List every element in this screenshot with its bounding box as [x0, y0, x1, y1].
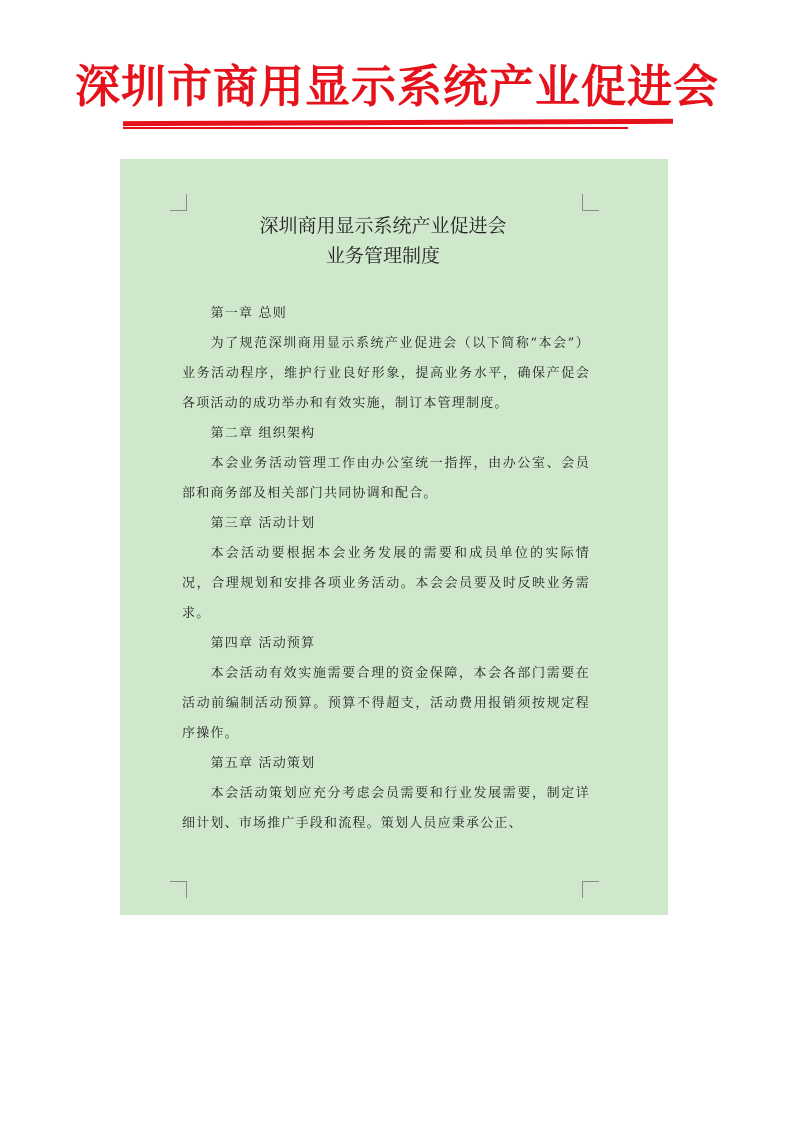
document-body — [182, 299, 590, 839]
paragraph: 本会活动有效实施需要合理的资金保障，本会各部门需要在活动前编制活动预算。预算不得超支，活动费用报销须按规定程序操作。 — [182, 666, 590, 741]
letterhead-rule-thin — [123, 127, 628, 129]
letterhead-rule-thick — [123, 119, 673, 126]
crop-mark-bottom-left — [170, 881, 187, 898]
document-title-line-1: 深圳商用显示系统产业促进会 — [259, 215, 507, 237]
chapter-heading: 第一章 总则 — [210, 306, 287, 321]
document-title — [120, 211, 646, 271]
chapter-heading: 第三章 活动计划 — [210, 516, 316, 531]
paragraph: 为了规范深圳商用显示系统产业促进会（以下简称“本会”）业务活动程序，维护行业良好形象，提高业务水平，确保产促会各项活动的成功举办和有效实施，制订本管理制度。 — [182, 336, 590, 411]
paragraph: 本会活动策划应充分考虑会员需要和行业发展需要，制定详细计划、市场推广手段和流程。策划人员应秉承公正、 — [182, 786, 590, 831]
paragraph: 本会活动要根据本会业务发展的需要和成员单位的实际情况，合理规划和安排各项业务活动。本会会员要及时反映业务需求。 — [182, 546, 590, 621]
crop-mark-bottom-right — [582, 881, 599, 898]
chapter-heading: 第五章 活动策划 — [210, 756, 316, 771]
paragraph: 本会业务活动管理工作由办公室统一指挥，由办公室、会员部和商务部及相关部门共同协调和配合。 — [182, 456, 590, 501]
letterhead-title: 深圳市商用显示系统产业促进会 — [74, 60, 719, 113]
crop-mark-top-left — [170, 194, 187, 211]
document-page — [120, 159, 668, 915]
chapter-heading: 第二章 组织架构 — [210, 426, 316, 441]
document-title-line-2: 业务管理制度 — [325, 245, 440, 267]
crop-mark-top-right — [582, 194, 599, 211]
chapter-heading: 第四章 活动预算 — [210, 636, 316, 651]
